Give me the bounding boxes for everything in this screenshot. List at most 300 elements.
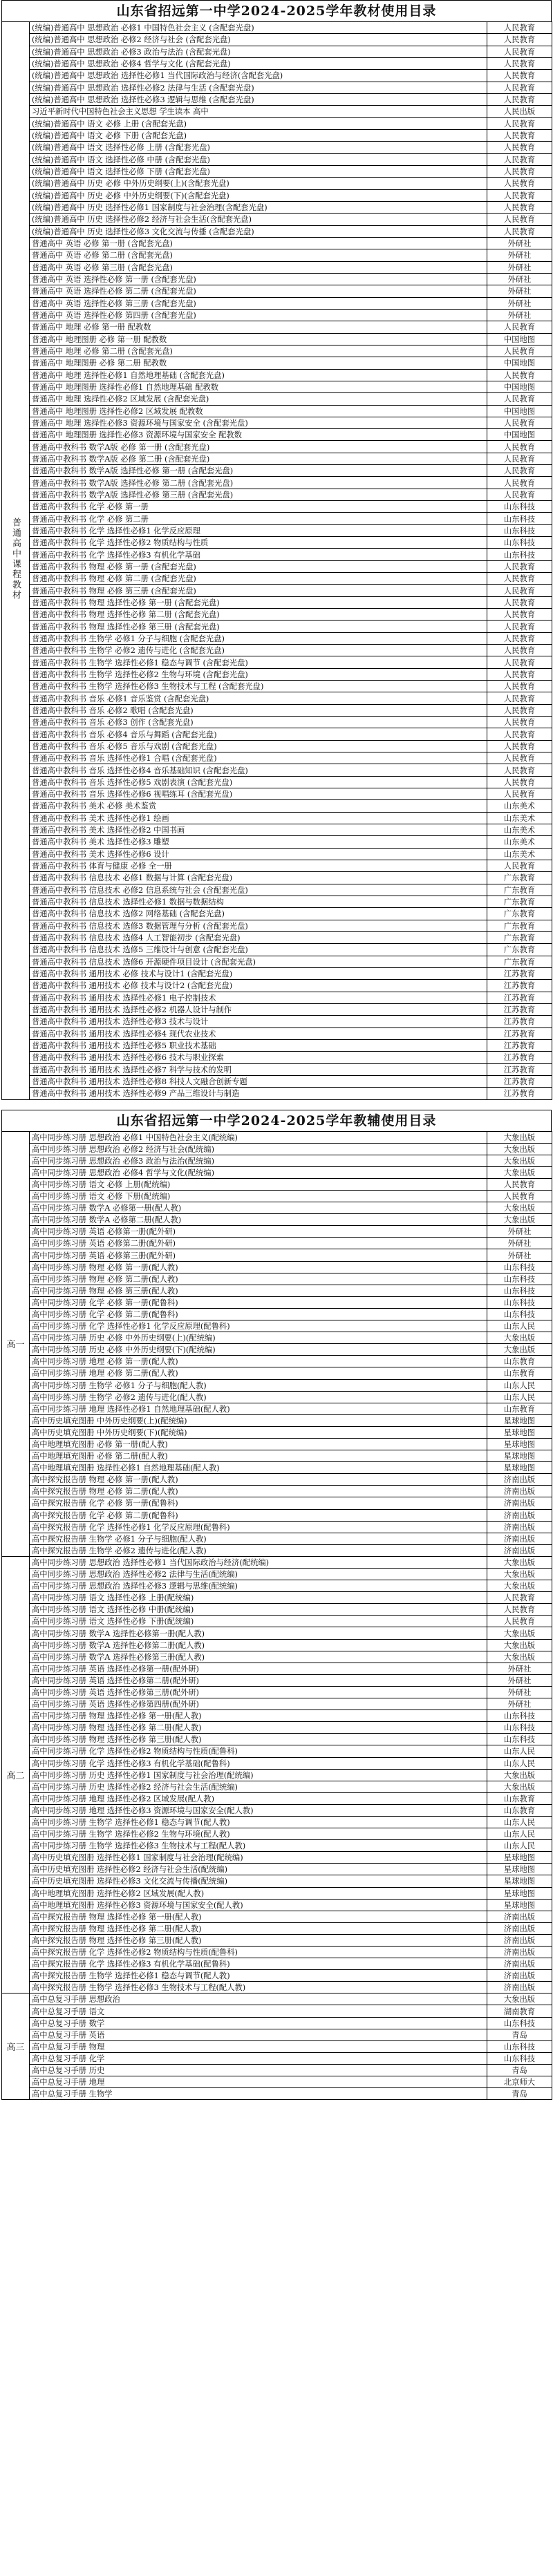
publisher-cell: 大象出版 — [487, 1580, 552, 1592]
book-name-cell: 普通高中教科书 音乐 必修1 音乐鉴赏 (含配套光盘) — [30, 692, 487, 704]
book-name-cell: 高中同步练习册 历史 必修 中外历史纲要(上)(配统编) — [30, 1332, 487, 1344]
book-name-cell: 高中总复习手册 思想政治 — [30, 1993, 487, 2005]
table-row — [2, 1296, 552, 1308]
publisher-cell: 济南出版 — [487, 1970, 552, 1982]
book-name-cell: 普通高中教科书 通用技术 选择性必修8 科技人文融合创新专题 — [30, 1075, 487, 1087]
table-row — [2, 1982, 552, 1993]
publisher-cell: 济南出版 — [487, 1544, 552, 1556]
publisher-cell: 山东科技 — [487, 2017, 552, 2029]
book-name-cell: 普通高中教科书 美术 选择性必修2 中国书画 — [30, 824, 487, 835]
book-name-cell: 高中总复习手册 历史 — [30, 2064, 487, 2076]
table-row — [2, 1993, 552, 2005]
publisher-cell: 人民出版 — [487, 106, 552, 117]
table-row — [2, 908, 552, 920]
book-name-cell: 高中同步练习册 生物学 选择性必修3 生物技术与工程(配人教) — [30, 1840, 487, 1852]
publisher-cell: 外研社 — [487, 1226, 552, 1238]
book-name-cell: 高中探究报告册 化学 选择性必修3 有机化学基础(配鲁科) — [30, 1958, 487, 1970]
book-name-cell: 普通高中教科书 物理 必修 第二册 (含配套光盘) — [30, 573, 487, 585]
table-row — [2, 776, 552, 788]
publisher-cell: 中国地图 — [487, 357, 552, 369]
table-row — [2, 501, 552, 513]
table-row — [2, 1088, 552, 1099]
publisher-cell: 青岛 — [487, 2064, 552, 2076]
table-row — [2, 489, 552, 500]
publisher-cell: 人民教育 — [487, 788, 552, 800]
table-row — [2, 931, 552, 943]
book-name-cell: 高中总复习手册 物理 — [30, 2040, 487, 2052]
publisher-cell: 山东人民 — [487, 1840, 552, 1852]
publisher-cell: 大象出版 — [487, 1166, 552, 1178]
book-name-cell: 普通高中教科书 通用技术 选择性必修6 技术与职业探索 — [30, 1052, 487, 1063]
publisher-cell: 星球地图 — [487, 1887, 552, 1899]
book-name-cell: 普通高中教科书 美术 选择性必修3 雕塑 — [30, 836, 487, 848]
book-name-cell: 普通高中教科书 体育与健康 必修 全一册 — [30, 860, 487, 871]
book-name-cell: (统编)普通高中 历史 选择性必修3 文化交流与传播 (含配套光盘) — [30, 225, 487, 237]
publisher-cell: 星球地图 — [487, 1414, 552, 1426]
table-row — [2, 884, 552, 896]
table-row — [2, 788, 552, 800]
publisher-cell: 山东科技 — [487, 537, 552, 549]
table-row — [2, 920, 552, 931]
book-name-cell: 高中总复习手册 生物学 — [30, 2088, 487, 2100]
book-name-cell: 高中同步练习册 思想政治 选择性必修3 逻辑与思维(配统编) — [30, 1580, 487, 1592]
book-name-cell: 普通高中教科书 通用技术 选择性必修9 产品三维设计与制造 — [30, 1088, 487, 1099]
table-row — [2, 345, 552, 357]
table-row — [2, 1627, 552, 1639]
book-name-cell: 普通高中 英语 必修 第三册 (含配套光盘) — [30, 261, 487, 273]
book-name-cell: 普通高中 英语 选择性必修 第一册 (含配套光盘) — [30, 273, 487, 285]
book-name-cell: (统编)普通高中 思想政治 选择性必修2 法律与生活 (含配套光盘) — [30, 82, 487, 93]
publisher-cell: 济南出版 — [487, 1947, 552, 1958]
publisher-cell: 星球地图 — [487, 1864, 552, 1875]
book-name-cell: 普通高中教科书 通用技术 选择性必修3 技术与设计 — [30, 1016, 487, 1027]
publisher-cell: 江苏教育 — [487, 1063, 552, 1075]
table-row — [2, 1003, 552, 1015]
publisher-cell: 外研社 — [487, 1698, 552, 1710]
publisher-cell: 星球地图 — [487, 1462, 552, 1474]
publisher-cell: 外研社 — [487, 1249, 552, 1261]
table-row — [2, 1875, 552, 1887]
publisher-cell: 山东人民 — [487, 1391, 552, 1403]
table-row — [2, 1191, 552, 1202]
table-row — [2, 1403, 552, 1414]
table-row — [2, 872, 552, 884]
table-row — [2, 1899, 552, 1911]
book-name-cell: 普通高中 地理图册 必修 第一册 配教数 — [30, 333, 487, 345]
book-name-cell: 普通高中教科书 化学 选择性必修3 有机化学基础 — [30, 549, 487, 560]
table-row — [2, 1261, 552, 1273]
table-row — [2, 513, 552, 524]
table-row — [2, 2052, 552, 2064]
table-row — [2, 1143, 552, 1155]
publisher-cell: 人民教育 — [487, 46, 552, 57]
book-name-cell: 高中同步练习册 历史 选择性必修1 国家制度与社会治理(配统编) — [30, 1769, 487, 1781]
table-row — [2, 896, 552, 907]
book-name-cell: 普通高中教科书 化学 必修 第二册 — [30, 513, 487, 524]
table-row — [2, 1804, 552, 1816]
document-page — [1, 0, 552, 2100]
publisher-cell: 人民教育 — [487, 417, 552, 428]
table-row — [2, 1356, 552, 1367]
publisher-cell: 广东教育 — [487, 944, 552, 956]
publisher-cell: 人民教育 — [487, 560, 552, 572]
publisher-cell: 江苏教育 — [487, 967, 552, 979]
book-name-cell: 高中同步练习册 化学 选择性必修1 化学反应原理(配鲁科) — [30, 1320, 487, 1332]
book-name-cell: 普通高中教科书 数学A版 必修 第二册 (含配套光盘) — [30, 453, 487, 464]
book-name-cell: 高中总复习手册 地理 — [30, 2076, 487, 2088]
table-row — [2, 645, 552, 656]
table-row — [2, 1474, 552, 1486]
table-row — [2, 1934, 552, 1946]
book-name-cell: 高中探究报告册 生物学 选择性必修3 生物技术与工程(配人教) — [30, 1982, 487, 1993]
publisher-cell: 外研社 — [487, 237, 552, 249]
table-row — [2, 225, 552, 237]
table-row — [2, 824, 552, 835]
publisher-cell: 中国地图 — [487, 381, 552, 392]
table-row — [2, 429, 552, 441]
publisher-cell: 人民教育 — [487, 489, 552, 500]
table-row — [2, 1710, 552, 1722]
table-row — [2, 704, 552, 716]
table-row — [2, 1745, 552, 1757]
book-name-cell: 高中同步练习册 英语 选择性必修第四册(配外研) — [30, 1698, 487, 1710]
table-row — [2, 1027, 552, 1039]
table-row — [2, 1781, 552, 1792]
book-name-cell: 高中总复习手册 化学 — [30, 2052, 487, 2064]
publisher-cell: 大象出版 — [487, 1651, 552, 1663]
publisher-cell: 山东科技 — [487, 1285, 552, 1296]
table-row — [2, 189, 552, 201]
table-row — [2, 681, 552, 692]
publisher-cell: 济南出版 — [487, 1521, 552, 1533]
book-name-cell: 高中同步练习册 思想政治 必修1 中国特色社会主义(配统编) — [30, 1131, 487, 1143]
publisher-cell: 江苏教育 — [487, 1016, 552, 1027]
book-name-cell: 高中同步练习册 生物学 选择性必修1 稳态与调节(配人教) — [30, 1816, 487, 1828]
table-row — [2, 1580, 552, 1592]
book-name-cell: 高中同步练习册 地理 选择性必修1 自然地理基础(配人教) — [30, 1403, 487, 1414]
publisher-cell: 人民教育 — [487, 1592, 552, 1604]
table-row — [2, 1131, 552, 1143]
publisher-cell: 人民教育 — [487, 93, 552, 105]
table-row — [2, 1544, 552, 1556]
publisher-cell: 山东美术 — [487, 836, 552, 848]
publisher-cell: 山东科技 — [487, 1710, 552, 1722]
table-row — [2, 1757, 552, 1769]
table-row — [2, 992, 552, 1003]
publisher-cell: 山东科技 — [487, 549, 552, 560]
table-row — [2, 1202, 552, 1214]
book-name-cell: 高中同步练习册 物理 选择性必修 第二册(配人教) — [30, 1722, 487, 1734]
table-row — [2, 2088, 552, 2100]
table-row — [2, 812, 552, 824]
table-row — [2, 381, 552, 392]
publisher-cell: 山东科技 — [487, 2052, 552, 2064]
table-row — [2, 333, 552, 345]
book-name-cell: 普通高中教科书 美术 选择性必修6 设计 — [30, 848, 487, 860]
book-name-cell: (统编)普通高中 历史 选择性必修2 经济与社会生活(含配套光盘) — [30, 214, 487, 225]
publisher-cell: 山东科技 — [487, 1308, 552, 1320]
book-name-cell: 高中总复习手册 数学 — [30, 2017, 487, 2029]
table-row — [2, 848, 552, 860]
book-name-cell: 高中同步练习册 英语 选择性必修第一册(配外研) — [30, 1663, 487, 1674]
publisher-cell: 人民教育 — [487, 345, 552, 357]
publisher-cell: 人民教育 — [487, 441, 552, 453]
publisher-cell: 广东教育 — [487, 872, 552, 884]
publisher-cell: 星球地图 — [487, 1450, 552, 1462]
book-name-cell: 高中历史填充图册 选择性必修1 国家制度与社会治理(配统编) — [30, 1852, 487, 1864]
publisher-cell: 大象出版 — [487, 1155, 552, 1166]
table-row — [2, 214, 552, 225]
table-row — [2, 393, 552, 405]
publisher-cell: 山东科技 — [487, 501, 552, 513]
table-row — [2, 106, 552, 117]
publisher-cell: 人民教育 — [487, 477, 552, 489]
book-name-cell: 高中探究报告册 物理 选择性必修 第二册(配人教) — [30, 1922, 487, 1934]
publisher-cell: 人民教育 — [487, 621, 552, 632]
book-name-cell: 高中同步练习册 化学 必修 第一册(配鲁科) — [30, 1296, 487, 1308]
book-name-cell: 普通高中教科书 生物学 选择性必修2 生物与环境 (含配套光盘) — [30, 668, 487, 680]
publisher-cell: 江苏教育 — [487, 1039, 552, 1051]
book-name-cell: 高中同步练习册 语文 选择性必修 下册(配统编) — [30, 1616, 487, 1627]
book-name-cell: 普通高中教科书 生物学 必修1 分子与细胞 (含配套光盘) — [30, 632, 487, 644]
book-name-cell: 普通高中教科书 数学A版 选择性必修 第三册 (含配套光盘) — [30, 489, 487, 500]
publisher-cell: 中国地图 — [487, 405, 552, 417]
publisher-cell: 江苏教育 — [487, 1003, 552, 1015]
publisher-cell: 山东人民 — [487, 1757, 552, 1769]
table-row — [2, 1852, 552, 1864]
table-row — [2, 1462, 552, 1474]
publisher-cell: 大象出版 — [487, 1556, 552, 1568]
publisher-cell: 人民教育 — [487, 692, 552, 704]
publisher-cell: 人民教育 — [487, 142, 552, 153]
publisher-cell: 大象出版 — [487, 1627, 552, 1639]
publisher-cell: 人民教育 — [487, 573, 552, 585]
publisher-cell: 人民教育 — [487, 681, 552, 692]
publisher-cell: 济南出版 — [487, 1486, 552, 1497]
book-name-cell: 高中同步练习册 英语 选择性必修第三册(配外研) — [30, 1686, 487, 1698]
table-row — [2, 1663, 552, 1674]
grade-cell: 高三 — [2, 1993, 30, 2100]
section-gap — [1, 1100, 552, 1110]
book-name-cell: 普通高中教科书 通用技术 选择性必修4 现代农业技术 — [30, 1027, 487, 1039]
publisher-cell: 大象出版 — [487, 1202, 552, 1214]
book-name-cell: 高中同步练习册 物理 选择性必修 第三册(配人教) — [30, 1734, 487, 1745]
book-name-cell: 高中同步练习册 物理 必修 第二册(配人教) — [30, 1273, 487, 1285]
book-name-cell: 普通高中教科书 音乐 必修4 音乐与舞蹈 (含配套光盘) — [30, 728, 487, 740]
table-row — [2, 573, 552, 585]
publisher-cell: 人民教育 — [487, 82, 552, 93]
book-name-cell: 普通高中 英语 选择性必修 第二册 (含配套光盘) — [30, 285, 487, 297]
book-name-cell: 高中探究报告册 化学 必修 第一册(配鲁科) — [30, 1497, 487, 1509]
book-name-cell: 高中探究报告册 物理 选择性必修 第三册(配人教) — [30, 1934, 487, 1946]
book-name-cell: 普通高中教科书 生物学 选择性必修1 稳态与调节 (含配套光盘) — [30, 656, 487, 668]
publisher-cell: 大象出版 — [487, 1993, 552, 2005]
book-name-cell: (统编)普通高中 历史 必修 中外历史纲要(下)(含配套光盘) — [30, 189, 487, 201]
publisher-cell: 外研社 — [487, 261, 552, 273]
book-name-cell: 普通高中 地理图册 选择性必修3 资源环境与国家安全 配教数 — [30, 429, 487, 441]
table-row — [2, 70, 552, 82]
table-row — [2, 596, 552, 608]
book-name-cell: 高中同步练习册 思想政治 选择性必修2 法律与生活(配统编) — [30, 1569, 487, 1580]
category-cell-label: 普通高中课程教材 — [10, 518, 21, 601]
book-name-cell: 高中同步练习册 地理 必修 第一册(配人教) — [30, 1356, 487, 1367]
book-name-cell: 高中同步练习册 思想政治 必修3 政治与法治(配统编) — [30, 1155, 487, 1166]
publisher-cell: 济南出版 — [487, 1982, 552, 1993]
book-name-cell: 高中同步练习册 化学 选择性必修2 物质结构与性质(配鲁科) — [30, 1745, 487, 1757]
table-row — [2, 1226, 552, 1238]
publisher-cell: 人民教育 — [487, 704, 552, 716]
table-row — [2, 1414, 552, 1426]
table-row — [2, 2040, 552, 2052]
publisher-cell: 人民教育 — [487, 752, 552, 764]
publisher-cell: 济南出版 — [487, 1509, 552, 1521]
table-row — [2, 1273, 552, 1285]
publisher-cell: 山东美术 — [487, 824, 552, 835]
publisher-cell: 人民教育 — [487, 117, 552, 129]
publisher-cell: 山东人民 — [487, 1379, 552, 1391]
book-name-cell: 高中同步练习册 思想政治 必修4 哲学与文化(配统编) — [30, 1166, 487, 1178]
book-name-cell: 高中同步练习册 地理 必修 第二册(配人教) — [30, 1367, 487, 1379]
book-name-cell: 高中总复习手册 英语 — [30, 2029, 487, 2040]
publisher-cell: 广东教育 — [487, 884, 552, 896]
publisher-cell: 济南出版 — [487, 1474, 552, 1486]
book-name-cell: 普通高中 英语 选择性必修 第四册 (含配套光盘) — [30, 309, 487, 321]
table-row — [2, 1616, 552, 1627]
book-name-cell: 高中同步练习册 思想政治 选择性必修1 当代国际政治与经济(配统编) — [30, 1556, 487, 1568]
book-name-cell: 高中探究报告册 化学 选择性必修2 物质结构与性质(配鲁科) — [30, 1947, 487, 1958]
publisher-cell: 人民教育 — [487, 1604, 552, 1616]
table-row — [2, 717, 552, 728]
book-name-cell: 高中同步练习册 思想政治 必修2 经济与社会(配统编) — [30, 1143, 487, 1155]
table-row — [2, 153, 552, 165]
table-row — [2, 1970, 552, 1982]
book-name-cell: (统编)普通高中 思想政治 选择性必修1 当代国际政治与经济(含配套光盘) — [30, 70, 487, 82]
publisher-cell: 人民教育 — [487, 453, 552, 464]
publisher-cell: 人民教育 — [487, 1191, 552, 1202]
book-name-cell: 普通高中 英语 必修 第一册 (含配套光盘) — [30, 237, 487, 249]
book-name-cell: 普通高中教科书 生物学 选择性必修3 生物技术与工程 (含配套光盘) — [30, 681, 487, 692]
table-row — [2, 237, 552, 249]
publisher-cell: 人民教育 — [487, 22, 552, 34]
table-row — [2, 142, 552, 153]
publisher-cell: 人民教育 — [487, 189, 552, 201]
publisher-cell: 人民教育 — [487, 668, 552, 680]
table-row — [2, 1285, 552, 1296]
publisher-cell: 星球地图 — [487, 1875, 552, 1887]
book-name-cell: 普通高中教科书 物理 选择性必修 第二册 (含配套光盘) — [30, 609, 487, 621]
publisher-cell: 外研社 — [487, 273, 552, 285]
publisher-cell: 济南出版 — [487, 1533, 552, 1544]
book-name-cell: 普通高中教科书 音乐 选择性必修5 戏剧表演 (含配套光盘) — [30, 776, 487, 788]
publisher-cell: 山东人民 — [487, 1828, 552, 1840]
table-row — [2, 1063, 552, 1075]
book-name-cell: 普通高中教科书 音乐 选择性必修6 视唱练耳 (含配套光盘) — [30, 788, 487, 800]
book-name-cell: (统编)普通高中 语文 选择性必修 下册 (含配套光盘) — [30, 165, 487, 177]
publisher-cell: 济南出版 — [487, 1922, 552, 1934]
book-name-cell: 普通高中教科书 信息技术 选修2 网络基础 (含配套光盘) — [30, 908, 487, 920]
table-row — [2, 1911, 552, 1922]
book-name-cell: 高中探究报告册 化学 必修 第二册(配鲁科) — [30, 1509, 487, 1521]
publisher-cell: 外研社 — [487, 309, 552, 321]
book-name-cell: 普通高中 地理 必修 第二册 (含配套光盘) — [30, 345, 487, 357]
table-row — [2, 22, 552, 34]
book-name-cell: 高中历史填充图册 中外历史纲要(上)(配统编) — [30, 1414, 487, 1426]
book-name-cell: 普通高中教科书 通用技术 选择性必修1 电子控制技术 — [30, 992, 487, 1003]
table-row — [2, 1639, 552, 1651]
book-name-cell: 高中总复习手册 语文 — [30, 2005, 487, 2017]
book-name-cell: 高中同步练习册 历史 选择性必修2 经济与社会生活(配统编) — [30, 1781, 487, 1792]
publisher-cell: 大象出版 — [487, 1781, 552, 1792]
book-name-cell: 普通高中教科书 信息技术 选修4 人工智能初步 (含配套光盘) — [30, 931, 487, 943]
supplementary-list-title: 山东省招远第一中学2024-2025学年教辅使用目录 — [1, 1110, 552, 1131]
table-row — [2, 165, 552, 177]
publisher-cell: 江苏教育 — [487, 992, 552, 1003]
table-row — [2, 1734, 552, 1745]
book-name-cell: 普通高中教科书 信息技术 选修6 开源硬件项目设计 (含配套光盘) — [30, 956, 487, 967]
book-name-cell: 高中同步练习册 数学A 选择性必修第三册(配人教) — [30, 1651, 487, 1663]
table-row — [2, 980, 552, 992]
table-row — [2, 1509, 552, 1521]
book-name-cell: 高中历史填充图册 中外历史纲要(下)(配统编) — [30, 1426, 487, 1438]
publisher-cell: 大象出版 — [487, 1214, 552, 1226]
book-name-cell: 普通高中教科书 信息技术 选修3 数据管理与分析 (含配套光盘) — [30, 920, 487, 931]
table-row — [2, 321, 552, 333]
table-row — [2, 1722, 552, 1734]
book-name-cell: 高中历史填充图册 选择性必修2 经济与社会生活(配统编) — [30, 1864, 487, 1875]
publisher-cell: 江苏教育 — [487, 1075, 552, 1087]
book-name-cell: (统编)普通高中 语文 必修 上册 (含配套光盘) — [30, 117, 487, 129]
table-row — [2, 273, 552, 285]
book-name-cell: 高中同步练习册 数学A 选择性必修第一册(配人教) — [30, 1627, 487, 1639]
table-row — [2, 728, 552, 740]
publisher-cell: 人民教育 — [487, 1178, 552, 1190]
book-name-cell: 高中地理填充图册 必修 第一册(配人教) — [30, 1438, 487, 1450]
publisher-cell: 山东科技 — [487, 1722, 552, 1734]
publisher-cell: 中国地图 — [487, 429, 552, 441]
table-row — [2, 2064, 552, 2076]
publisher-cell: 星球地图 — [487, 1852, 552, 1864]
publisher-cell: 山东教育 — [487, 1403, 552, 1414]
publisher-cell: 山东美术 — [487, 812, 552, 824]
book-name-cell: 高中同步练习册 英语 必修第一册(配外研) — [30, 1226, 487, 1238]
book-name-cell: 普通高中教科书 信息技术 必修2 信息系统与社会 (含配套光盘) — [30, 884, 487, 896]
book-name-cell: 高中同步练习册 生物学 必修1 分子与细胞(配人教) — [30, 1379, 487, 1391]
publisher-cell: 山东教育 — [487, 1367, 552, 1379]
publisher-cell: 山东美术 — [487, 848, 552, 860]
table-row — [2, 369, 552, 381]
publisher-cell: 山东科技 — [487, 1261, 552, 1273]
book-name-cell: 高中同步练习册 数学A 必修第二册(配人教) — [30, 1214, 487, 1226]
table-row — [2, 1769, 552, 1781]
book-name-cell: 普通高中教科书 物理 选择性必修 第三册 (含配套光盘) — [30, 621, 487, 632]
book-name-cell: (统编)普通高中 思想政治 必修3 政治与法治 (含配套光盘) — [30, 46, 487, 57]
publisher-cell: 北京师大 — [487, 2076, 552, 2088]
table-row — [2, 117, 552, 129]
table-row — [2, 967, 552, 979]
table-row — [2, 285, 552, 297]
publisher-cell: 湖南教育 — [487, 2005, 552, 2017]
table-row — [2, 297, 552, 309]
table-row — [2, 1016, 552, 1027]
book-name-cell: 普通高中 地理图册 必修 第二册 配教数 — [30, 357, 487, 369]
publisher-cell: 济南出版 — [487, 1497, 552, 1509]
publisher-cell: 山东美术 — [487, 800, 552, 812]
publisher-cell: 山东教育 — [487, 1356, 552, 1367]
book-name-cell: 高中探究报告册 物理 必修 第二册(配人教) — [30, 1486, 487, 1497]
publisher-cell: 山东教育 — [487, 1804, 552, 1816]
publisher-cell: 人民教育 — [487, 369, 552, 381]
table-row — [2, 836, 552, 848]
